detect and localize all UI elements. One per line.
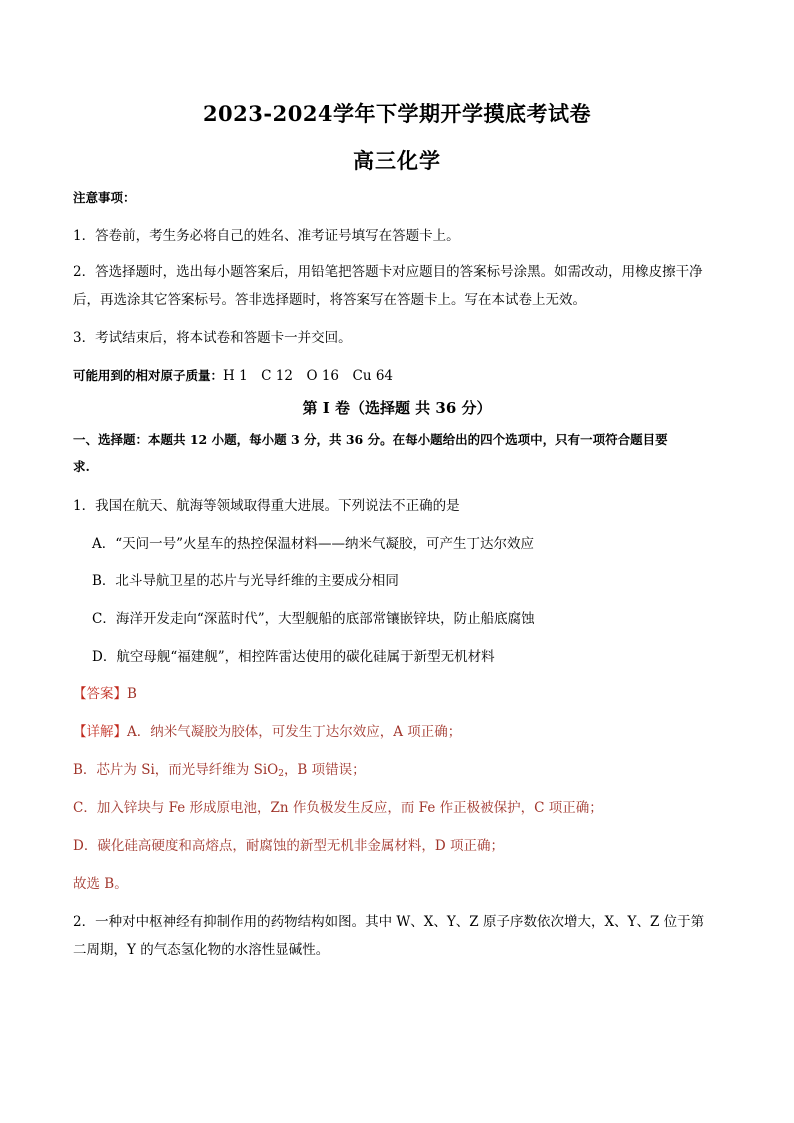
question-1-option-c: C．海洋开发走向“深蓝时代”，大型舰船的底部常镶嵌锌块，防止船底腐蚀 bbox=[92, 611, 535, 627]
question-1-detail-a bbox=[73, 722, 723, 742]
notice-heading: 注意事项： bbox=[73, 190, 136, 205]
atomic-mass-line bbox=[73, 366, 723, 386]
question-1-answer bbox=[73, 684, 723, 704]
answer-value: B bbox=[127, 686, 137, 702]
section-title: 第 I 卷（选择题 共 36 分） bbox=[302, 399, 492, 417]
question-1-detail-b bbox=[73, 760, 723, 784]
detail-b-subscript: 2 bbox=[278, 769, 284, 779]
question-1-option-d: D．航空母舰“福建舰”，相控阵雷达使用的碳化硅属于新型无机材料 bbox=[92, 649, 495, 665]
question-2-stem-line-2: 二周期，Y 的气态氢化物的水溶性显碱性。 bbox=[73, 942, 330, 958]
question-1-detail-c: C．加入锌块与 Fe 形成原电池，Zn 作负极发生反应，而 Fe 作正极被保护，C 项正确； bbox=[73, 800, 603, 816]
question-1-stem: 1．我国在航天、航海等领域取得重大进展。下列说法不正确的是 bbox=[73, 498, 460, 514]
atomic-mass-label: 可能用到的相对原子质量： bbox=[73, 368, 224, 383]
question-1-option-b: B．北斗导航卫星的芯片与光导纤维的主要成分相同 bbox=[92, 573, 399, 589]
section-instruction-line-2: 求. bbox=[73, 459, 90, 474]
notice-item-2-line-2: 后，再选涂其它答案标号。答非选择题时，将答案写在答题卡上。写在本试卷上无效。 bbox=[73, 292, 586, 308]
answer-tag: 【答案】 bbox=[73, 686, 127, 702]
section-instruction-line-1: 一、选择题：本题共 12 小题，每小题 3 分，共 36 分。在每小题给出的四个选项中，只有一项符合题目要 bbox=[73, 432, 668, 447]
exam-subject: 高三化学 bbox=[353, 148, 441, 173]
detail-tag: 【详解】 bbox=[73, 724, 127, 740]
question-1-detail-d: D．碳化硅高硬度和高熔点，耐腐蚀的新型无机非金属材料，D 项正确； bbox=[73, 838, 504, 854]
notice-item-2-line-1: 2．答选择题时，选出每小题答案后，用铅笔把答题卡对应题目的答案标号涂黑。如需改动，用橡皮擦干净 bbox=[73, 264, 703, 280]
question-2-stem-line-1: 2．一种对中枢神经有抑制作用的药物结构如图。其中 W、X、Y、Z 原子序数依次增大，X、Y、Z 位于第 bbox=[73, 914, 705, 930]
detail-a-text: A．纳米气凝胶为胶体，可发生丁达尔效应，A 项正确； bbox=[127, 724, 462, 740]
notice-item-1: 1．答卷前，考生务必将自己的姓名、准考证号填写在答题卡上。 bbox=[73, 228, 460, 244]
detail-b-suffix: ，B 项错误； bbox=[283, 762, 366, 778]
notice-item-3: 3．考试结束后，将本试卷和答题卡一并交回。 bbox=[73, 330, 352, 346]
detail-b-prefix: B．芯片为 Si，而光导纤维为 SiO bbox=[73, 762, 279, 778]
atomic-mass-values: H 1 C 12 O 16 Cu 64 bbox=[223, 368, 393, 384]
question-1-conclusion: 故选 B。 bbox=[73, 876, 128, 892]
question-1-option-a: A．“天问一号”火星车的热控保温材料——纳米气凝胶，可产生丁达尔效应 bbox=[92, 536, 535, 552]
exam-title: 2023-2024学年下学期开学摸底考试卷 bbox=[202, 101, 592, 126]
